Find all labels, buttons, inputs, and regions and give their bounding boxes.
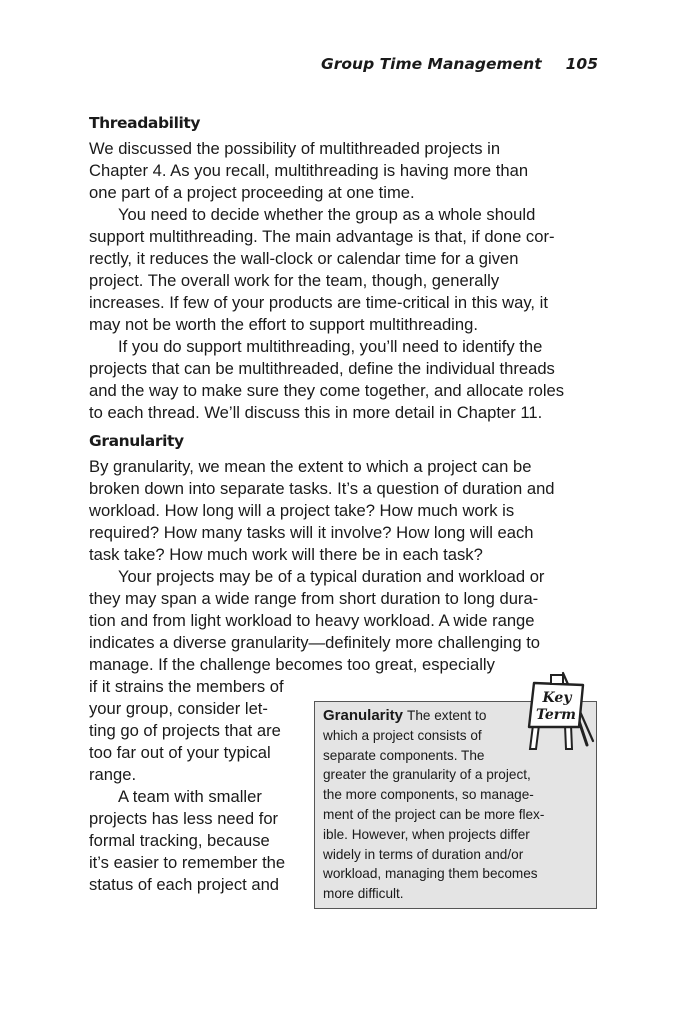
running-header-title: Group Time Management xyxy=(321,55,542,73)
sidebar-line: ible. However, when projects differ xyxy=(323,826,530,842)
sidebar-line: the more components, so manage- xyxy=(323,787,534,803)
text-line: increases. If few of your products are time-critical in this way, it xyxy=(89,293,548,312)
text-line: they may span a wide range from short duration to long dura- xyxy=(89,589,539,608)
term-label: Term xyxy=(536,707,576,723)
sidebar-line: greater the granularity of a project, xyxy=(323,767,531,783)
page-number: 105 xyxy=(565,55,598,73)
text-line: it’s easier to remember the xyxy=(89,853,286,872)
section-heading-threadability: Threadability xyxy=(89,114,201,132)
text-line: By granularity, we mean the extent to which a project can be xyxy=(89,457,532,476)
paragraph xyxy=(89,336,594,424)
text-line: required? How many tasks will it involve? How long will each xyxy=(89,523,534,542)
text-line: manage. If the challenge becomes too great, especially xyxy=(89,655,495,674)
paragraph xyxy=(89,138,594,204)
paragraph xyxy=(89,204,594,336)
text-line: formal tracking, because xyxy=(89,831,270,850)
text-line: You need to decide whether the group as a whole should xyxy=(118,205,536,224)
running-header xyxy=(321,55,598,73)
text-line: if it strains the members of xyxy=(89,677,284,696)
sidebar-line: workload, managing them becomes xyxy=(323,866,538,882)
text-line: If you do support multithreading, you’ll need to identify the xyxy=(118,337,543,356)
key-term-easel-icon xyxy=(523,661,599,753)
sidebar-line: more difficult. xyxy=(323,886,404,902)
text-line: one part of a project proceeding at one time. xyxy=(89,183,415,202)
text-line: We discussed the possibility of multithreaded projects in xyxy=(89,139,501,158)
key-label: Key xyxy=(542,690,572,706)
text-line: tion and from light workload to heavy workload. A wide range xyxy=(89,611,535,630)
text-line: indicates a diverse granularity—definitely more challenging to xyxy=(89,633,541,652)
text-line: project. The overall work for the team, though, generally xyxy=(89,271,500,290)
text-line: support multithreading. The main advantage is that, if done cor- xyxy=(89,227,555,246)
sidebar-term: Granularity xyxy=(323,707,404,724)
sidebar-line: The extent to xyxy=(407,708,487,723)
section-heading-granularity: Granularity xyxy=(89,432,184,450)
text-line: broken down into separate tasks. It’s a question of duration and xyxy=(89,479,555,498)
text-line: ting go of projects that are xyxy=(89,721,281,740)
text-line: rectly, it reduces the wall-clock or calendar time for a given xyxy=(89,249,519,268)
sidebar-line: ment of the project can be more flex- xyxy=(323,806,545,822)
text-line: too far out of your typical xyxy=(89,743,271,762)
text-line: projects that can be multithreaded, define the individual threads xyxy=(89,359,555,378)
text-line: may not be worth the effort to support multithreading. xyxy=(89,315,478,334)
sidebar-line: separate components. The xyxy=(323,747,485,763)
text-line: status of each project and xyxy=(89,875,280,894)
sidebar-text xyxy=(323,706,544,904)
paragraph xyxy=(89,456,594,566)
text-line: your group, consider let- xyxy=(89,699,268,718)
text-line: Chapter 4. As you recall, multithreading is having more than xyxy=(89,161,529,180)
text-line: projects has less need for xyxy=(89,809,279,828)
text-line: Your projects may be of a typical duration and workload or xyxy=(118,567,545,586)
sidebar-line: widely in terms of duration and/or xyxy=(323,846,524,862)
text-line: workload. How long will a project take? How much work is xyxy=(89,501,515,520)
text-line: A team with smaller xyxy=(118,787,262,806)
text-line: range. xyxy=(89,765,137,784)
text-line: task take? How much work will there be in each task? xyxy=(89,545,483,564)
text-line: to each thread. We’ll discuss this in more detail in Chapter 11. xyxy=(89,403,543,422)
sidebar-line: which a project consists of xyxy=(323,727,482,743)
text-line: and the way to make sure they come together, and allocate roles xyxy=(89,381,565,400)
